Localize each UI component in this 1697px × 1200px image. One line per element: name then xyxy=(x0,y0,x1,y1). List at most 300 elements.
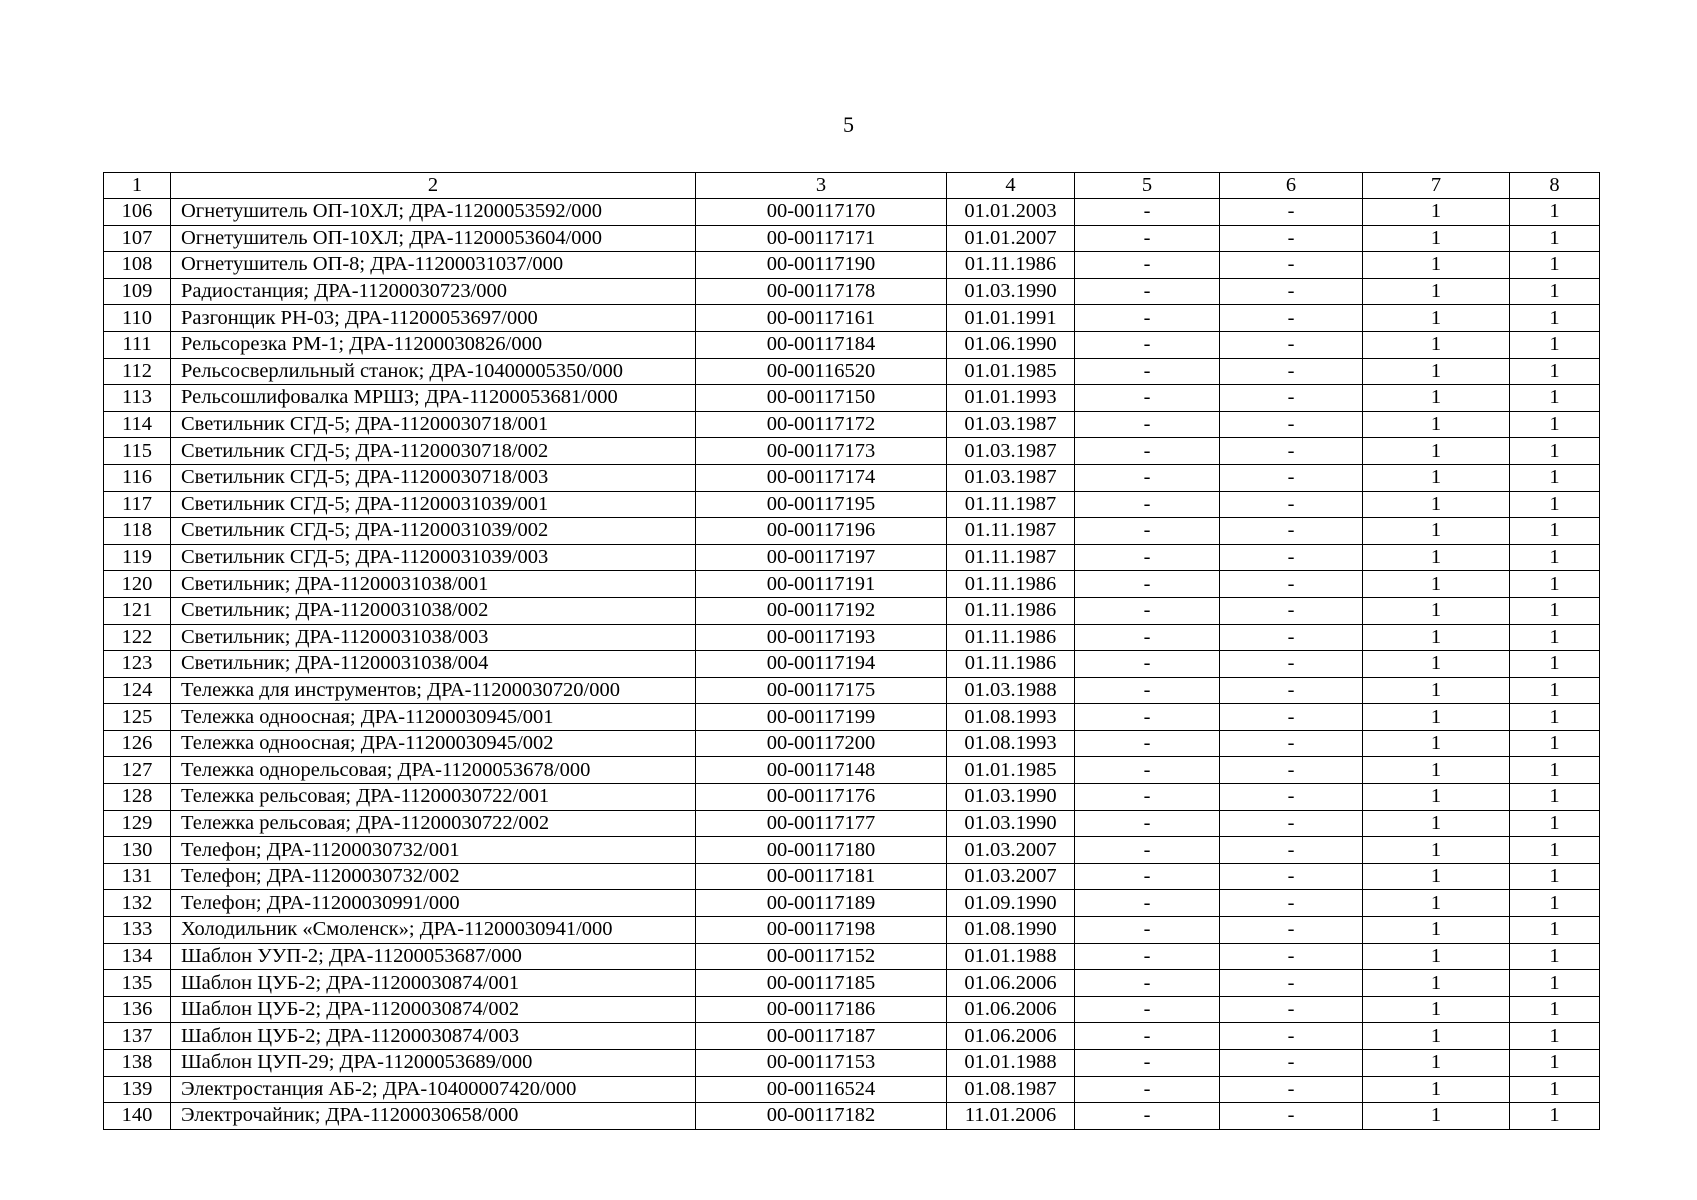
row-number-cell: 106 xyxy=(104,199,171,226)
column-5-cell: - xyxy=(1075,677,1220,704)
column-8-cell: 1 xyxy=(1510,837,1600,864)
inventory-number-cell: 00-00117152 xyxy=(696,943,947,970)
item-name-cell: Светильник; ДРА-11200031038/004 xyxy=(171,651,696,678)
column-7-cell: 1 xyxy=(1363,571,1510,598)
column-8-cell: 1 xyxy=(1510,1023,1600,1050)
table-row xyxy=(104,278,1600,305)
column-7-cell: 1 xyxy=(1363,890,1510,917)
column-5-cell: - xyxy=(1075,199,1220,226)
row-number-cell: 112 xyxy=(104,358,171,385)
column-7-cell: 1 xyxy=(1363,943,1510,970)
item-name-cell: Телефон; ДРА-11200030732/002 xyxy=(171,863,696,890)
column-8-cell: 1 xyxy=(1510,1103,1600,1130)
column-8-cell: 1 xyxy=(1510,1050,1600,1077)
inventory-number-cell: 00-00117148 xyxy=(696,757,947,784)
column-header: 6 xyxy=(1220,173,1363,199)
table-row xyxy=(104,491,1600,518)
date-cell: 01.03.1990 xyxy=(947,278,1075,305)
date-cell: 01.01.1985 xyxy=(947,358,1075,385)
date-cell: 01.03.1987 xyxy=(947,438,1075,465)
inventory-number-cell: 00-00117178 xyxy=(696,278,947,305)
column-7-cell: 1 xyxy=(1363,863,1510,890)
column-6-cell: - xyxy=(1220,331,1363,358)
column-header: 8 xyxy=(1510,173,1600,199)
date-cell: 01.08.1990 xyxy=(947,917,1075,944)
column-6-cell: - xyxy=(1220,571,1363,598)
item-name-cell: Электрочайник; ДРА-11200030658/000 xyxy=(171,1103,696,1130)
column-6-cell: - xyxy=(1220,863,1363,890)
column-7-cell: 1 xyxy=(1363,491,1510,518)
date-cell: 01.03.1987 xyxy=(947,464,1075,491)
row-number-cell: 118 xyxy=(104,518,171,545)
table-row xyxy=(104,863,1600,890)
item-name-cell: Шаблон ЦУБ-2; ДРА-11200030874/002 xyxy=(171,996,696,1023)
row-number-cell: 137 xyxy=(104,1023,171,1050)
inventory-number-cell: 00-00117171 xyxy=(696,225,947,252)
item-name-cell: Огнетушитель ОП-8; ДРА-11200031037/000 xyxy=(171,252,696,279)
column-5-cell: - xyxy=(1075,970,1220,997)
column-header: 1 xyxy=(104,173,171,199)
item-name-cell: Тележка рельсовая; ДРА-11200030722/002 xyxy=(171,810,696,837)
table-row xyxy=(104,358,1600,385)
column-8-cell: 1 xyxy=(1510,1076,1600,1103)
column-6-cell: - xyxy=(1220,597,1363,624)
item-name-cell: Светильник СГД-5; ДРА-11200031039/002 xyxy=(171,518,696,545)
item-name-cell: Светильник; ДРА-11200031038/001 xyxy=(171,571,696,598)
column-8-cell: 1 xyxy=(1510,863,1600,890)
column-8-cell: 1 xyxy=(1510,491,1600,518)
column-6-cell: - xyxy=(1220,491,1363,518)
row-number-cell: 140 xyxy=(104,1103,171,1130)
column-8-cell: 1 xyxy=(1510,438,1600,465)
table-row xyxy=(104,837,1600,864)
row-number-cell: 129 xyxy=(104,810,171,837)
inventory-number-cell: 00-00117193 xyxy=(696,624,947,651)
column-7-cell: 1 xyxy=(1363,624,1510,651)
column-7-cell: 1 xyxy=(1363,225,1510,252)
column-8-cell: 1 xyxy=(1510,385,1600,412)
item-name-cell: Светильник СГД-5; ДРА-11200030718/003 xyxy=(171,464,696,491)
column-header: 2 xyxy=(171,173,696,199)
column-8-cell: 1 xyxy=(1510,651,1600,678)
row-number-cell: 121 xyxy=(104,597,171,624)
column-5-cell: - xyxy=(1075,810,1220,837)
date-cell: 01.01.2007 xyxy=(947,225,1075,252)
row-number-cell: 138 xyxy=(104,1050,171,1077)
date-cell: 01.11.1987 xyxy=(947,491,1075,518)
date-cell: 01.09.1990 xyxy=(947,890,1075,917)
inventory-number-cell: 00-00117181 xyxy=(696,863,947,890)
inventory-number-cell: 00-00117180 xyxy=(696,837,947,864)
date-cell: 01.01.1988 xyxy=(947,943,1075,970)
column-7-cell: 1 xyxy=(1363,544,1510,571)
column-6-cell: - xyxy=(1220,358,1363,385)
column-6-cell: - xyxy=(1220,970,1363,997)
column-5-cell: - xyxy=(1075,518,1220,545)
table-row xyxy=(104,597,1600,624)
column-7-cell: 1 xyxy=(1363,784,1510,811)
inventory-number-cell: 00-00117200 xyxy=(696,730,947,757)
column-6-cell: - xyxy=(1220,438,1363,465)
table-row xyxy=(104,784,1600,811)
column-7-cell: 1 xyxy=(1363,677,1510,704)
item-name-cell: Телефон; ДРА-11200030991/000 xyxy=(171,890,696,917)
column-8-cell: 1 xyxy=(1510,518,1600,545)
column-6-cell: - xyxy=(1220,252,1363,279)
column-7-cell: 1 xyxy=(1363,1023,1510,1050)
column-8-cell: 1 xyxy=(1510,278,1600,305)
column-7-cell: 1 xyxy=(1363,518,1510,545)
item-name-cell: Рельсошлифовалка МРШЗ; ДРА-11200053681/000 xyxy=(171,385,696,412)
row-number-cell: 113 xyxy=(104,385,171,412)
table-row xyxy=(104,943,1600,970)
inventory-number-cell: 00-00117174 xyxy=(696,464,947,491)
column-5-cell: - xyxy=(1075,651,1220,678)
date-cell: 01.06.2006 xyxy=(947,1023,1075,1050)
column-7-cell: 1 xyxy=(1363,597,1510,624)
inventory-number-cell: 00-00117182 xyxy=(696,1103,947,1130)
column-6-cell: - xyxy=(1220,464,1363,491)
column-5-cell: - xyxy=(1075,358,1220,385)
date-cell: 01.01.1991 xyxy=(947,305,1075,332)
row-number-cell: 109 xyxy=(104,278,171,305)
inventory-number-cell: 00-00117190 xyxy=(696,252,947,279)
item-name-cell: Рельсорезка РМ-1; ДРА-11200030826/000 xyxy=(171,331,696,358)
column-6-cell: - xyxy=(1220,199,1363,226)
column-6-cell: - xyxy=(1220,1076,1363,1103)
item-name-cell: Светильник СГД-5; ДРА-11200030718/002 xyxy=(171,438,696,465)
item-name-cell: Светильник СГД-5; ДРА-11200031039/001 xyxy=(171,491,696,518)
column-header: 5 xyxy=(1075,173,1220,199)
column-7-cell: 1 xyxy=(1363,358,1510,385)
item-name-cell: Электростанция АБ-2; ДРА-10400007420/000 xyxy=(171,1076,696,1103)
inventory-number-cell: 00-00117196 xyxy=(696,518,947,545)
column-7-cell: 1 xyxy=(1363,385,1510,412)
column-5-cell: - xyxy=(1075,597,1220,624)
column-8-cell: 1 xyxy=(1510,996,1600,1023)
column-6-cell: - xyxy=(1220,677,1363,704)
column-7-cell: 1 xyxy=(1363,757,1510,784)
row-number-cell: 130 xyxy=(104,837,171,864)
column-8-cell: 1 xyxy=(1510,704,1600,731)
column-8-cell: 1 xyxy=(1510,890,1600,917)
inventory-number-cell: 00-00117195 xyxy=(696,491,947,518)
column-6-cell: - xyxy=(1220,996,1363,1023)
column-6-cell: - xyxy=(1220,624,1363,651)
item-name-cell: Радиостанция; ДРА-11200030723/000 xyxy=(171,278,696,305)
row-number-cell: 136 xyxy=(104,996,171,1023)
date-cell: 01.11.1986 xyxy=(947,651,1075,678)
row-number-cell: 123 xyxy=(104,651,171,678)
column-5-cell: - xyxy=(1075,996,1220,1023)
table-row xyxy=(104,252,1600,279)
row-number-cell: 128 xyxy=(104,784,171,811)
column-7-cell: 1 xyxy=(1363,704,1510,731)
table-row xyxy=(104,1076,1600,1103)
item-name-cell: Тележка одноосная; ДРА-11200030945/002 xyxy=(171,730,696,757)
item-name-cell: Шаблон УУП-2; ДРА-11200053687/000 xyxy=(171,943,696,970)
column-7-cell: 1 xyxy=(1363,730,1510,757)
date-cell: 01.01.2003 xyxy=(947,199,1075,226)
inventory-table-body xyxy=(104,173,1600,1130)
column-8-cell: 1 xyxy=(1510,970,1600,997)
column-6-cell: - xyxy=(1220,784,1363,811)
table-row xyxy=(104,518,1600,545)
column-7-cell: 1 xyxy=(1363,1076,1510,1103)
row-number-cell: 139 xyxy=(104,1076,171,1103)
date-cell: 01.03.1990 xyxy=(947,784,1075,811)
column-7-cell: 1 xyxy=(1363,411,1510,438)
item-name-cell: Светильник; ДРА-11200031038/003 xyxy=(171,624,696,651)
table-row xyxy=(104,411,1600,438)
column-5-cell: - xyxy=(1075,491,1220,518)
column-6-cell: - xyxy=(1220,730,1363,757)
column-6-cell: - xyxy=(1220,305,1363,332)
item-name-cell: Огнетушитель ОП-10ХЛ; ДРА-11200053592/000 xyxy=(171,199,696,226)
date-cell: 01.06.2006 xyxy=(947,970,1075,997)
column-7-cell: 1 xyxy=(1363,810,1510,837)
row-number-cell: 119 xyxy=(104,544,171,571)
column-8-cell: 1 xyxy=(1510,331,1600,358)
column-6-cell: - xyxy=(1220,544,1363,571)
table-row xyxy=(104,704,1600,731)
column-5-cell: - xyxy=(1075,544,1220,571)
row-number-cell: 108 xyxy=(104,252,171,279)
row-number-cell: 127 xyxy=(104,757,171,784)
column-6-cell: - xyxy=(1220,1103,1363,1130)
date-cell: 01.11.1986 xyxy=(947,597,1075,624)
column-header: 3 xyxy=(696,173,947,199)
table-row xyxy=(104,464,1600,491)
table-header-row xyxy=(104,173,1600,199)
table-row xyxy=(104,331,1600,358)
column-8-cell: 1 xyxy=(1510,358,1600,385)
inventory-number-cell: 00-00117150 xyxy=(696,385,947,412)
column-6-cell: - xyxy=(1220,518,1363,545)
column-7-cell: 1 xyxy=(1363,651,1510,678)
inventory-number-cell: 00-00116520 xyxy=(696,358,947,385)
date-cell: 11.01.2006 xyxy=(947,1103,1075,1130)
inventory-number-cell: 00-00117185 xyxy=(696,970,947,997)
table-row xyxy=(104,917,1600,944)
date-cell: 01.11.1986 xyxy=(947,571,1075,598)
column-5-cell: - xyxy=(1075,863,1220,890)
column-5-cell: - xyxy=(1075,464,1220,491)
column-5-cell: - xyxy=(1075,1023,1220,1050)
item-name-cell: Холодильник «Смоленск»; ДРА-11200030941/000 xyxy=(171,917,696,944)
column-5-cell: - xyxy=(1075,305,1220,332)
column-5-cell: - xyxy=(1075,252,1220,279)
column-5-cell: - xyxy=(1075,784,1220,811)
column-8-cell: 1 xyxy=(1510,917,1600,944)
date-cell: 01.08.1993 xyxy=(947,730,1075,757)
column-header: 4 xyxy=(947,173,1075,199)
inventory-number-cell: 00-00117172 xyxy=(696,411,947,438)
column-7-cell: 1 xyxy=(1363,970,1510,997)
date-cell: 01.03.1987 xyxy=(947,411,1075,438)
column-7-cell: 1 xyxy=(1363,996,1510,1023)
date-cell: 01.01.1988 xyxy=(947,1050,1075,1077)
item-name-cell: Светильник СГД-5; ДРА-11200030718/001 xyxy=(171,411,696,438)
table-row xyxy=(104,890,1600,917)
date-cell: 01.08.1987 xyxy=(947,1076,1075,1103)
date-cell: 01.03.1988 xyxy=(947,677,1075,704)
column-5-cell: - xyxy=(1075,730,1220,757)
item-name-cell: Тележка однорельсовая; ДРА-11200053678/000 xyxy=(171,757,696,784)
row-number-cell: 125 xyxy=(104,704,171,731)
column-7-cell: 1 xyxy=(1363,438,1510,465)
date-cell: 01.08.1993 xyxy=(947,704,1075,731)
item-name-cell: Светильник; ДРА-11200031038/002 xyxy=(171,597,696,624)
table-row xyxy=(104,730,1600,757)
inventory-number-cell: 00-00117173 xyxy=(696,438,947,465)
column-8-cell: 1 xyxy=(1510,757,1600,784)
column-6-cell: - xyxy=(1220,385,1363,412)
page-number: 5 xyxy=(843,112,854,137)
row-number-cell: 116 xyxy=(104,464,171,491)
column-6-cell: - xyxy=(1220,411,1363,438)
column-6-cell: - xyxy=(1220,1023,1363,1050)
item-name-cell: Тележка для инструментов; ДРА-11200030720/000 xyxy=(171,677,696,704)
column-5-cell: - xyxy=(1075,917,1220,944)
column-8-cell: 1 xyxy=(1510,464,1600,491)
item-name-cell: Разгонщик РН-03; ДРА-11200053697/000 xyxy=(171,305,696,332)
column-6-cell: - xyxy=(1220,810,1363,837)
row-number-cell: 114 xyxy=(104,411,171,438)
row-number-cell: 133 xyxy=(104,917,171,944)
column-6-cell: - xyxy=(1220,943,1363,970)
column-8-cell: 1 xyxy=(1510,677,1600,704)
column-5-cell: - xyxy=(1075,331,1220,358)
date-cell: 01.06.1990 xyxy=(947,331,1075,358)
date-cell: 01.11.1986 xyxy=(947,252,1075,279)
column-8-cell: 1 xyxy=(1510,199,1600,226)
inventory-number-cell: 00-00117161 xyxy=(696,305,947,332)
inventory-number-cell: 00-00117198 xyxy=(696,917,947,944)
row-number-cell: 132 xyxy=(104,890,171,917)
date-cell: 01.03.2007 xyxy=(947,863,1075,890)
inventory-number-cell: 00-00117192 xyxy=(696,597,947,624)
column-7-cell: 1 xyxy=(1363,252,1510,279)
table-row xyxy=(104,677,1600,704)
table-row xyxy=(104,305,1600,332)
date-cell: 01.03.1990 xyxy=(947,810,1075,837)
inventory-number-cell: 00-00117191 xyxy=(696,571,947,598)
column-8-cell: 1 xyxy=(1510,544,1600,571)
row-number-cell: 107 xyxy=(104,225,171,252)
item-name-cell: Телефон; ДРА-11200030732/001 xyxy=(171,837,696,864)
column-6-cell: - xyxy=(1220,757,1363,784)
row-number-cell: 122 xyxy=(104,624,171,651)
table-row xyxy=(104,651,1600,678)
item-name-cell: Рельсосверлильный станок; ДРА-10400005350/000 xyxy=(171,358,696,385)
column-7-cell: 1 xyxy=(1363,1050,1510,1077)
row-number-cell: 115 xyxy=(104,438,171,465)
table-row xyxy=(104,385,1600,412)
row-number-cell: 110 xyxy=(104,305,171,332)
table-row xyxy=(104,624,1600,651)
column-7-cell: 1 xyxy=(1363,199,1510,226)
row-number-cell: 117 xyxy=(104,491,171,518)
column-5-cell: - xyxy=(1075,1050,1220,1077)
column-8-cell: 1 xyxy=(1510,624,1600,651)
date-cell: 01.03.2007 xyxy=(947,837,1075,864)
inventory-number-cell: 00-00117187 xyxy=(696,1023,947,1050)
row-number-cell: 134 xyxy=(104,943,171,970)
column-8-cell: 1 xyxy=(1510,943,1600,970)
column-5-cell: - xyxy=(1075,438,1220,465)
column-5-cell: - xyxy=(1075,837,1220,864)
column-8-cell: 1 xyxy=(1510,784,1600,811)
column-7-cell: 1 xyxy=(1363,837,1510,864)
item-name-cell: Тележка рельсовая; ДРА-11200030722/001 xyxy=(171,784,696,811)
column-5-cell: - xyxy=(1075,1103,1220,1130)
column-5-cell: - xyxy=(1075,385,1220,412)
column-8-cell: 1 xyxy=(1510,225,1600,252)
inventory-number-cell: 00-00117177 xyxy=(696,810,947,837)
date-cell: 01.11.1987 xyxy=(947,544,1075,571)
table-row xyxy=(104,1050,1600,1077)
column-7-cell: 1 xyxy=(1363,278,1510,305)
table-row xyxy=(104,810,1600,837)
column-7-cell: 1 xyxy=(1363,917,1510,944)
item-name-cell: Шаблон ЦУБ-2; ДРА-11200030874/001 xyxy=(171,970,696,997)
date-cell: 01.11.1986 xyxy=(947,624,1075,651)
column-5-cell: - xyxy=(1075,411,1220,438)
row-number-cell: 120 xyxy=(104,571,171,598)
date-cell: 01.01.1993 xyxy=(947,385,1075,412)
item-name-cell: Шаблон ЦУП-29; ДРА-11200053689/000 xyxy=(171,1050,696,1077)
item-name-cell: Светильник СГД-5; ДРА-11200031039/003 xyxy=(171,544,696,571)
column-7-cell: 1 xyxy=(1363,464,1510,491)
column-5-cell: - xyxy=(1075,943,1220,970)
column-5-cell: - xyxy=(1075,704,1220,731)
column-6-cell: - xyxy=(1220,278,1363,305)
column-8-cell: 1 xyxy=(1510,597,1600,624)
column-5-cell: - xyxy=(1075,757,1220,784)
column-6-cell: - xyxy=(1220,1050,1363,1077)
table-row xyxy=(104,438,1600,465)
row-number-cell: 131 xyxy=(104,863,171,890)
item-name-cell: Шаблон ЦУБ-2; ДРА-11200030874/003 xyxy=(171,1023,696,1050)
table-row xyxy=(104,225,1600,252)
inventory-number-cell: 00-00117194 xyxy=(696,651,947,678)
column-5-cell: - xyxy=(1075,225,1220,252)
table-row xyxy=(104,1103,1600,1130)
row-number-cell: 135 xyxy=(104,970,171,997)
column-5-cell: - xyxy=(1075,890,1220,917)
item-name-cell: Огнетушитель ОП-10ХЛ; ДРА-11200053604/000 xyxy=(171,225,696,252)
table-row xyxy=(104,757,1600,784)
date-cell: 01.06.2006 xyxy=(947,996,1075,1023)
inventory-number-cell: 00-00117176 xyxy=(696,784,947,811)
column-6-cell: - xyxy=(1220,704,1363,731)
column-6-cell: - xyxy=(1220,917,1363,944)
column-5-cell: - xyxy=(1075,278,1220,305)
row-number-cell: 124 xyxy=(104,677,171,704)
column-5-cell: - xyxy=(1075,1076,1220,1103)
column-7-cell: 1 xyxy=(1363,331,1510,358)
inventory-number-cell: 00-00116524 xyxy=(696,1076,947,1103)
column-5-cell: - xyxy=(1075,624,1220,651)
row-number-cell: 126 xyxy=(104,730,171,757)
inventory-table xyxy=(103,172,1600,1130)
date-cell: 01.01.1985 xyxy=(947,757,1075,784)
column-8-cell: 1 xyxy=(1510,411,1600,438)
item-name-cell: Тележка одноосная; ДРА-11200030945/001 xyxy=(171,704,696,731)
column-6-cell: - xyxy=(1220,225,1363,252)
column-6-cell: - xyxy=(1220,651,1363,678)
